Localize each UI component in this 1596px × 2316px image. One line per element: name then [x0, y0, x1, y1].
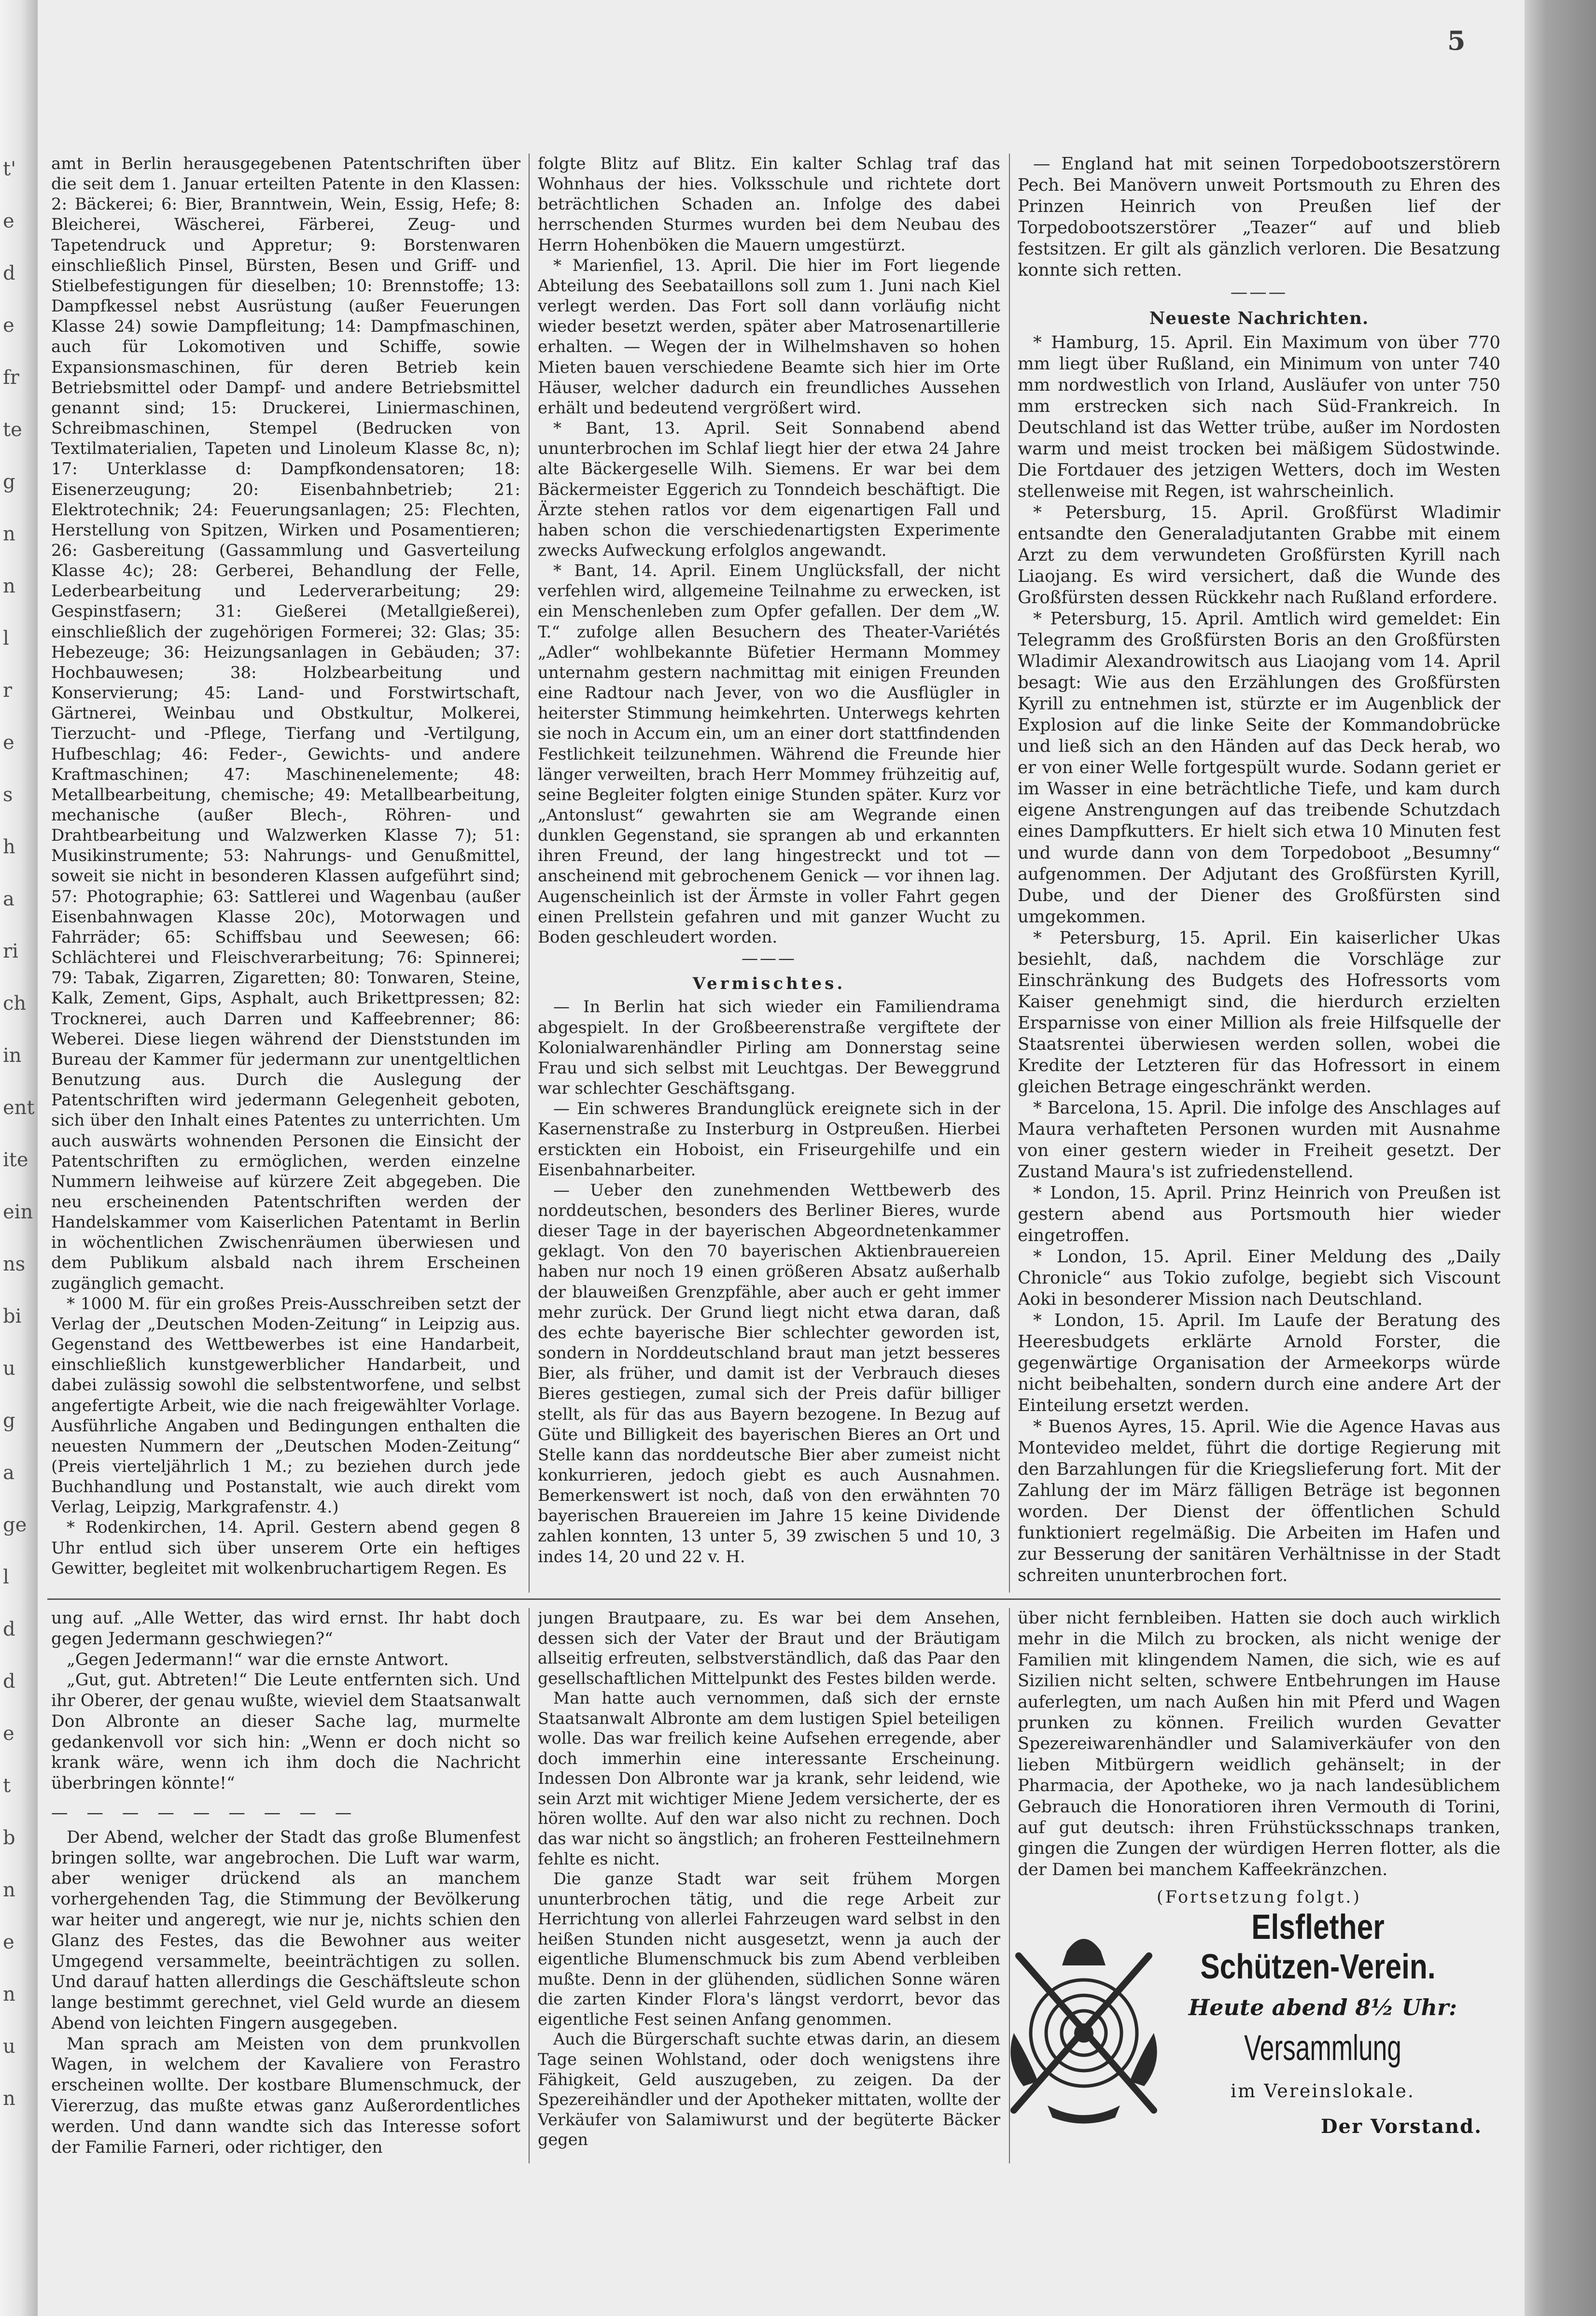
column-1 [51, 154, 520, 1593]
gutter-fragment: d [3, 1670, 15, 1693]
feuilleton-column-1 [51, 1608, 520, 2163]
gutter-fragment: r [3, 679, 13, 702]
paragraph: * Petersburg, 15. April. Großfürst Wladimir entsandte den Generaladjutanten Grabbe mit einem Arzt zu dem verwundeten Großfürsten Kyrill nach Liaojang. Es wird versichert, daß die Wunde des Großfürsten dessen Rückkehr nach Rußland erfordere. [1018, 503, 1500, 608]
gutter-fragment: n [3, 523, 15, 545]
gutter-fragment: a [3, 1462, 14, 1484]
gutter-fragment: u [3, 2035, 15, 2058]
gutter-fragment: h [3, 836, 15, 858]
paragraph: * Buenos Ayres, 15. April. Wie die Agence Havas aus Montevideo meldet, führt die dortige Regierung mit den Barzahlungen für die Kriegslieferung fort. Mit der Zahlung der im März fälligen Beträge ist begonnen worden. Der Dienst der öffentlichen Schuld funktioniert regelmäßig. Die Arbeiten im Hafen und zur Besserung der sanitären Verhältnisse in der Stadt schreiten ununterbrochen fort. [1018, 1416, 1500, 1586]
column-3 [1018, 154, 1500, 1593]
continued-note: (Fortsetzung folgt.) [1156, 1888, 1362, 1907]
column-rule [529, 154, 530, 1593]
paragraph: — Ueber den zunehmenden Wettbewerb des norddeutschen, besonders des Berliner Bieres, wurde dieser Tage in der bayerischen Abgeordnetenkammer geklagt. Von den 70 bayerischen Aktienbrauereien haben nur noch 19 einen größeren Absatz außerhalb der blauweißen Grenzpfähle, aber auch er geht immer mehr zurück. Der Grund liegt nicht etwa daran, daß des echte bayerische Bier schlechter geworden ist, sondern in Norddeutschland braut man jetzt besseres Bier, als früher, und damit ist der Verbrauch dieses Bieres gestiegen, zumal sich der Preis dafür billiger stellt, als für das aus Bayern bezogene. In Bezug auf Güte und Billigkeit des bayerischen Bieres an Ort und Stelle kann das norddeutsche Bier aber zumeist nicht konkurrieren, jedoch giebt es auch Ausnahmen. Bemerkenswert ist noch, daß von den erwähnten 70 bayerischen Brauereien im Jahre 15 keine Dividende zahlen konnten, 13 unter 5, 39 zwischen 5 und 10, 3 indes 14, 20 und 22 v. H. [538, 1180, 1000, 1567]
paragraph: — In Berlin hat sich wieder ein Familiendrama abgespielt. In der Großbeerenstraße vergiftete der Kolonialwarenhändler Pirling am Donnerstag seine Frau und sich selbst mit Leuchtgas. Der Beweggrund war schlechter Geschäftsgang. [538, 997, 1000, 1099]
separator: ——— [1230, 282, 1288, 303]
gutter-fragment: n [3, 1879, 15, 1901]
gutter-fragment: n [3, 575, 15, 597]
paragraph: * London, 15. April. Prinz Heinrich von Preußen ist gestern abend aus Portsmouth hier wieder eingetroffen. [1018, 1183, 1500, 1245]
paragraph: Auch die Bürgerschaft suchte etwas darin, an diesem Tage seinen Wohlstand, oder doch wenigstens ihre Fähigkeit, Geld auszugeben, zu zeigen. Da der Spezereihändler und der Apotheker mittaten, wollte der Verkäufer von Salamiwurst und der begüterte Bäcker gegen [538, 2030, 1000, 2149]
ad-signature: Der Vorstand. [1320, 2115, 1482, 2138]
ad-location: im Vereinslokale. [1231, 2080, 1415, 2102]
gutter-fragment: d [3, 262, 15, 284]
paragraph: „Gut, gut. Abtreten!“ Die Leute entfernten sich. Und ihr Oberer, der genau wußte, wieviel dem Staatsanwalt Don Albronte an dieser Sache lag, murmelte gedankenvoll vor sich hin: „Wenn er doch nicht so krank wäre, wenn ich ihm doch die Nachricht überbringen könnte!“ [51, 1670, 520, 1793]
gutter-fragment: s [3, 784, 13, 806]
page-edge [1525, 0, 1596, 2316]
paragraph: ung auf. „Alle Wetter, das wird ernst. Ihr habt doch gegen Jedermann geschwiegen?“ [51, 1609, 520, 1649]
gutter-fragment: n [3, 1983, 15, 2005]
gutter-fragment: e [3, 1931, 14, 1953]
paragraph: * Hamburg, 15. April. Ein Maximum von über 770 mm liegt über Rußland, ein Minimum von unter 740 mm nordwestlich von Irland, Ausläufer von unter 750 mm erstrecken sich nach Süd-Frankreich. In Deutschland ist das Wetter trübe, außer im Nordosten warm und meist trocken bei mäßigem Südostwinde. Die Fortdauer des jetzigen Wetters, doch im Westen stellenweise mit Regen, ist wahrscheinlich. [1018, 333, 1500, 502]
column-rule [529, 1608, 530, 2163]
paragraph: * Petersburg, 15. April. Amtlich wird gemeldet: Ein Telegramm des Großfürsten Boris an den Großfürsten Wladimir Alexandrowitsch aus Liaojang vom 14. April besagt: Wie aus den Erzählungen des Großfürsten Kyrill zu entnehmen ist, stürzte er im Augenblick der Explosion auf die linke Seite der Kommandobrücke und ließ sich an den Händen auf das Deck herab, wo er von einer Welle fortgespült wurde. Sodann geriet er im Wasser in eine beträchtliche Tiefe, und kam durch eigene Anstrengungen auf das treibende Schutzdach eines Dampfkutters. Er hielt sich etwa 10 Minuten fest und wurde dann von dem Torpedoboot „Besumny“ aufgenommen. Der Adjutant des Großfürsten Kyrill, Dube, und der Diener des Großfürsten sind umgekommen. [1018, 609, 1500, 927]
feuilleton-divider [47, 1598, 1500, 1600]
gutter-fragment: ge [3, 1514, 27, 1536]
paragraph: * Petersburg, 15. April. Ein kaiserlicher Ukas besiehlt, daß, nachdem die Vorschläge zur Einschränkung des Budgets des Hofressorts vom Kaiser genehmigt sind, die hierdurch erzielten Ersparnisse von einer Million als freie Hilfsquelle der Staatsrentei überwiesen werden sollen, wobei die Kredite der Letzteren für das Hofressort in einem gleichen Betrage eingeschränkt werden. [1018, 928, 1500, 1097]
gutter-fragment: ent [3, 1097, 35, 1119]
gutter-fragment: ri [3, 940, 18, 962]
gutter-fragment: ite [3, 1149, 28, 1171]
separator: ——— [742, 949, 797, 969]
gutter-fragment: l [3, 1566, 9, 1588]
paragraph: Die ganze Stadt war seit frühem Morgen ununterbrochen tätig, und die rege Arbeit zur Herrichtung von allerlei Fahrzeugen ward selbst in den heißen Stunden nicht ausgesetzt, wenn ja auch der eigentliche Blumenschmuck bis zum Abend verbleiben mußte. Denn in der glühenden, südlichen Sonne wären die zarten Kinder Flora's längst verdorrt, bevor das eigentliche Fest seinen Anfang genommen. [538, 1869, 1000, 2029]
gutter-previous-page [0, 0, 38, 2316]
gutter-fragment: e [3, 1723, 14, 1745]
gutter-fragment: e [3, 732, 14, 754]
column-rule [1009, 154, 1010, 1593]
gutter-fragment: a [3, 888, 14, 910]
gutter-fragment: in [3, 1045, 22, 1067]
paragraph: „Gegen Jedermann!“ war die ernste Antwort. [67, 1650, 449, 1669]
paragraph: Der Abend, welcher der Stadt das große Blumenfest bringen sollte, war angebrochen. Die Luft war warm, aber weniger drückend als an manchem vorhergehenden Tag, die Stimmung der Bevölkerung war heiter und angeregt, wie nur je, nichts schien den Glanz des Festes, das die Bewohner aus weiter Umgegend versammelte, beeinträchtigen zu sollen. Und darauf hatten allerdings die Geschäftsleute schon lange bestimmt gerechnet, viel Geld wurde an diesem Abend von leichten Fingern ausgegeben. [51, 1827, 520, 2033]
paragraph: * Rodenkirchen, 14. April. Gestern abend gegen 8 Uhr entlud sich über unserem Orte ein heftiges Gewitter, begleitet mit wolkenbruchartigem Regen. Es [51, 1518, 520, 1578]
paragraph: * Bant, 13. April. Seit Sonnabend abend ununterbrochen im Schlaf liegt hier der etwa 24 Jahre alte Bäckergeselle Wilh. Siemens. Er war bei dem Bäckermeister Eggerich zu Tonndeich beschäftigt. Die Ärzte stehen ratlos vor dem eigenartigen Fall und haben schon die verschiedenartigsten Experimente zwecks Aufweckung erfolglos angewandt. [538, 419, 1000, 560]
paragraph: Man sprach am Meisten von dem prunkvollen Wagen, in welchem der Kavaliere von Ferastro erscheinen wollte. Der kostbare Blumenschmuck, der Viererzug, das mußte etwas ganz Außerordentliches werden. Und dann wandte sich das Interesse sofort der Familie Farneri, oder richtiger, den [51, 2034, 520, 2157]
gutter-fragment: bi [3, 1305, 22, 1327]
paragraph: * 1000 M. für ein großes Preis-Ausschreiben setzt der Verlag der „Deutschen Moden-Zeitung“ in Leipzig aus. Gegenstand des Wettbewerbes ist eine Handarbeit, einschließlich kunstgewerblicher Handarbeit, und dabei zulässig sowohl die selbstentworfene, und selbst angefertigte Arbeit, wie die nach freigewählter Vorlage. Ausführliche Angaben und Bedingungen enthalten die neuesten Nummern der „Deutschen Moden-Zeitung“ (Preis vierteljährlich 1 M.; zu beziehen durch jede Buchhandlung und Postanstalt, wie auch direkt vom Verlag, Leipzig, Markgrafenstr. 4.) [51, 1294, 520, 1517]
paragraph: * Marienfiel, 13. April. Die hier im Fort liegende Abteilung des Seebataillons soll zum 1. Juni nach Kiel verlegt werden. Das Fort soll dann vorläufig nicht wieder besetzt werden, später aber Matrosenartillerie erhalten. — Wegen der in Wilhelmshaven so hohen Mieten bauen verschiedene Beamte sich hier im Orte Häuser, welcher dadurch ein freundliches Aussehen erhält und bedeutend vergrößert wird. [538, 255, 1000, 418]
ad-event: Versammlung [1244, 2028, 1401, 2068]
paragraph: * Bant, 14. April. Einem Unglücksfall, der nicht verfehlen wird, allgemeine Teilnahme zu erwecken, ist ein Menschenleben zum Opfer gefallen. Der dem „W. T.“ zufolge allen Besuchern des Theater-Variétés „Adler“ wohlbekannte Büfetier Hermann Mommey unternahm gestern nachmittag mit einigen Freunden eine Radtour nach Jever, von wo die Ausflügler in heiterster Stimmung heimkehrten. Unterwegs kehrten sie noch in Accum ein, um an einer dort stattfindenden Festlichkeit teilzunehmen. Während die Freunde hier länger verweilten, brach Herr Mommey frühzeitig auf, seine Begleiter folgten einige Stunden später. Kurz vor „Antonslust“ gewahrten sie am Wegrande einen dunklen Gegenstand, sie sprangen ab und erkannten ihren Freund, der lang hingestreckt und tot — anscheinend mit gebrochenem Genick — vor ihnen lag. Augenscheinlich ist der Ärmste in voller Fahrt gegen einen Prellstein gefahren und mit ganzer Wucht zu Boden geschleudert worden. [538, 561, 1000, 947]
paragraph: * London, 15. April. Im Laufe der Beratung des Heeresbudgets erklärte Arnold Forster, die gegenwärtige Organisation der Armeekorps würde nicht beibehalten, sondern durch eine andere Art der Einteilung ersetzt werden. [1018, 1310, 1500, 1415]
gutter-fragment: ch [3, 992, 27, 1015]
gutter-fragment: e [3, 210, 14, 232]
page-number: 5 [1447, 25, 1466, 56]
gutter-fragment: b [3, 1827, 15, 1849]
paragraph: amt in Berlin herausgegebenen Patentschriften über die seit dem 1. Januar erteilten Patente in den Klassen: 2: Bäckerei; 6: Bier, Branntwein, Wein, Essig, Hefe; 8: Bleicherei, Wäscherei, Färberei, Zeug- und Tapetendruck und Appretur; 9: Borstenwaren einschließlich Pinsel, Bürsten, Besen und Griff- und Stielbefestigungen für dieselben; 10: Brennstoffe; 13: Dampfkessel nebst Ausrüstung (außer Feuerungen Klasse 24) sowie Dampfleitung; 14: Dampfmaschinen, auch für Lokomotiven und Schiffe, sowie Expansionsmaschinen, für deren Betrieb kein Betriebsmittel oder Dampf- und andere Betriebsmittel genannt sind; 15: Druckerei, Liniermaschinen, Schreibmaschinen, Stempel (Bedrucken von Textilmaterialien, Tapeten und Linoleum Klasse 8c, n); 17: Unterklasse d: Dampfkondensatoren; 18: Eisenerzeugung; 20: Eisenbahnbetrieb; 21: Elektrotechnik; 24: Feuerungsanlagen; 25: Flechten, Herstellung von Spitzen, Wirken und Posamentieren; 26: Gasbereitung (Gassammlung und Gasverteilung Klasse 4c); 28: Gerberei, Behandlung der Felle, Lederbearbeitung und Lederverarbeitung; 29: Gespinstfasern; 31: Gießerei (Metallgießerei), einschließlich der zugehörigen Formerei; 32: Glas; 35: Hebezeuge; 36: Heizungsanlagen in Gebäuden; 37: Hochbauwesen; 38: Holzbearbeitung und Konservierung; 45: Land- und Forstwirtschaft, Gärtnerei, Weinbau und Obstkultur, Molkerei, Tierzucht- und -Pflege, Tierfang und -Vertilgung, Hufbeschlag; 46: Feder-, Gewichts- und andere Kraftmaschinen; 47: Maschinenelemente; 48: Metallbearbeitung, chemische; 49: Metallbearbeitung, mechanische (außer Blech-, Röhren- und Drahtbearbeitung und Walzwerken Klasse 7); 51: Musikinstrumente; 53: Nahrungs- und Genußmittel, soweit sie nicht in besonderen Klassen aufgeführt sind; 57: Photographie; 63: Sattlerei und Wagenbau (außer Eisenbahnwagen Klasse 20c), Motorwagen und Fahrräder; 65: Schiffsbau und Seewesen; 66: Schlächterei und Fleischverarbeitung; 76: Spinnerei; 79: Tabak, Zigarren, Zigaretten; 80: Tonwaren, Steine, Kalk, Zement, Gips, Asphalt, auch Brikettpressen; 82: Trocknerei, auch Darren und Kaffeebrenner; 86: Weberei. Diese liegen während der Dienststunden im Bureau der Kammer für jedermann zur unentgeltlichen Benutzung aus. Durch die Auslegung der Patentschriften wird jedermann Gelegenheit geboten, sich über den Inhalt eines Patentes zu unterrichten. Um auch auswärts wohnenden Personen die Einsicht der Patentschriften zu ermöglichen, werden einzelne Nummern leihweise auf kürzere Zeit abgegeben. Die neu erscheinenden Patentschriften werden der Handelskammer vom Kaiserlichen Patentamt in Berlin in wöchentlichen Zwischenräumen überwiesen und dem Publikum alsbald nach ihrem Erscheinen zugänglich gemacht. [51, 154, 520, 1293]
gutter-fragment: l [3, 627, 9, 650]
paragraph: jungen Brautpaare, zu. Es war bei dem Ansehen, dessen sich der Vater der Braut und der Bräutigam allseitig erfreuten, selbstverständlich, daß das Paar den gesellschaftlichen Mittelpunkt des Festes bilden werde. [538, 1609, 1000, 1688]
gutter-fragment: t' [3, 158, 16, 180]
feuilleton-column-3 [1018, 1608, 1500, 1907]
paragraph: * Barcelona, 15. April. Die infolge des Anschlages auf Maura verhafteten Personen wurden mit Ausnahme von einer gestern wieder in Freiheit gesetzt. Der Zustand Maura's ist zufriedenstellend. [1018, 1098, 1500, 1182]
gutter-fragment: n [3, 2088, 15, 2110]
gutter-fragment: g [3, 471, 15, 493]
paragraph: — — — — — — — — — [51, 1803, 359, 1823]
ad-title-line-1: Elsflether [1251, 1908, 1385, 1947]
paragraph: über nicht fernbleiben. Hatten sie doch auch wirklich mehr in die Milch zu brocken, als nicht wenige der Familien mit klingendem Namen, die sich, wie es auf Sizilien nicht selten, schwere Entbehrungen im Hause auferlegten, um nach Außen hin mit Pferd und Wagen prunken zu können. Freilich wurden Gevatter Spezereiwarenhändler und Salamiverkäufer von den lieben Mitbürgern weidlich gehänselt; in der Pharmacia, der Apotheke, wo ja nach landesüblichem Gebrauch die Honoratioren ihren Vermouth di Torini, auf gut deutsch: ihren Frühstücksschnaps tranken, gingen die Zungen der würdigen Herren flotter, als die der Damen bei manchem Kaffeekränzchen. [1018, 1609, 1500, 1879]
paragraph: Man hatte auch vernommen, daß sich der ernste Staatsanwalt Albronte am dem lustigen Spiel beteiligen wolle. Das war freilich keine Aufsehen erregende, aber doch immerhin eine interessante Erscheinung. Indessen Don Albronte war ja krank, sehr leidend, wie sein Arzt mit wichtiger Miene Jedem versicherte, der es hören wollte. Auf den war also nicht zu rechnen. Doch das war nicht so ängstlich; an froheren Festteilnehmern fehlte es nicht. [538, 1689, 1000, 1868]
gutter-fragment: fr [3, 367, 19, 389]
gutter-fragment: e [3, 314, 14, 337]
gutter-fragment: ns [3, 1253, 26, 1275]
section-heading-vermischtes: Vermischtes. [692, 974, 846, 994]
paragraph: — England hat mit seinen Torpedobootszerstörern Pech. Bei Manövern unweit Portsmouth zu Ehren des Prinzen Heinrich von Preußen lief der Torpedobootszerstörer „Teazer“ auf und blieb festsitzen. Er gilt als gänzlich verloren. Die Besatzung konnte sich retten. [1018, 154, 1500, 281]
paragraph: * London, 15. April. Einer Meldung des „Daily Chronicle“ aus Tokio zufolge, begiebt sich Viscount Aoki in besonderer Mission nach Deutschland. [1018, 1246, 1500, 1309]
newspaper-page [38, 0, 1525, 2316]
gutter-fragment: d [3, 1618, 15, 1640]
gutter-fragment: u [3, 1357, 15, 1380]
ad-title [1196, 1907, 1440, 1987]
feuilleton-column-2 [538, 1608, 1000, 2163]
paragraph: folgte Blitz auf Blitz. Ein kalter Schlag traf das Wohnhaus der hies. Volksschule und richtete dort beträchtlichen Schaden an. Infolge des dabei herrschenden Sturmes wurden bei dem Neubau des Herrn Hohenböken die Mauern umgestürzt. [538, 154, 1000, 255]
gutter-fragment: g [3, 1410, 15, 1432]
ad-title-line-2: Schützen-Verein. [1200, 1948, 1436, 1986]
gutter-fragment: ein [3, 1201, 33, 1223]
gutter-fragment: te [3, 419, 22, 441]
ad-time: Heute abend 8½ Uhr: [1188, 1994, 1457, 2020]
gutter-fragment: t [3, 1775, 11, 1797]
section-heading-neueste-nachrichten: Neueste Nachrichten. [1149, 309, 1369, 329]
target-emblem-icon [994, 1922, 1173, 2125]
column-2 [538, 154, 1000, 1593]
paragraph: — Ein schweres Brandunglück ereignete sich in der Kasernenstraße zu Insterburg in Ostpreußen. Hierbei erstickten ein Hoboist, ein Friseurgehilfe und ein Eisenbahnarbeiter. [538, 1099, 1000, 1180]
advertisement-schuetzen-verein [990, 1907, 1482, 2163]
